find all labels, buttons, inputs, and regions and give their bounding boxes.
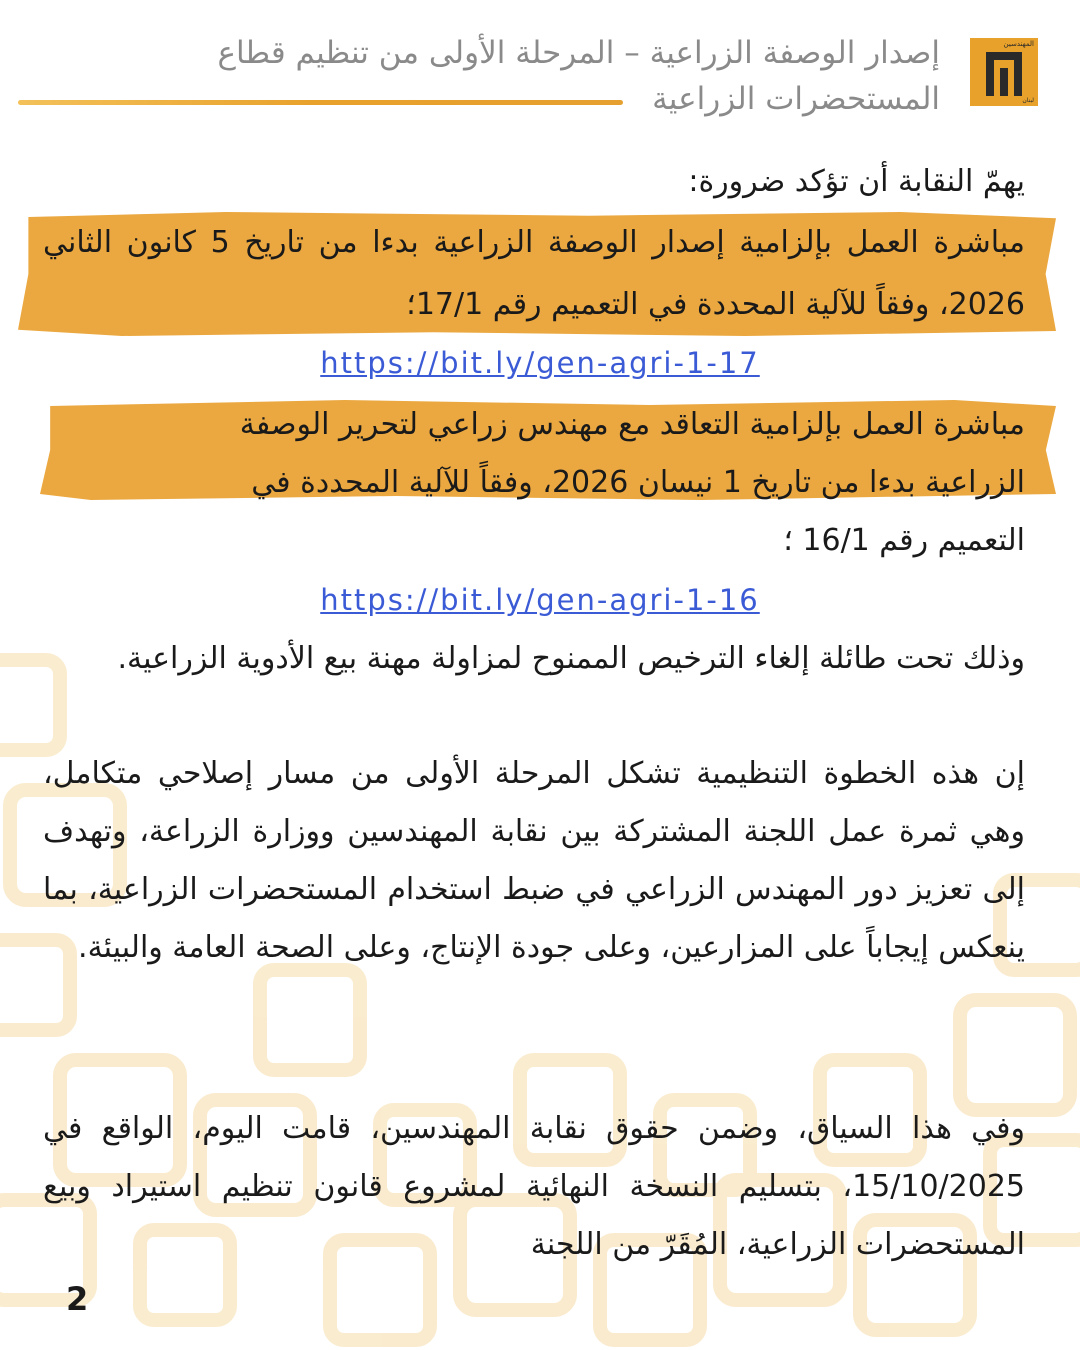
item2-line3: التعميم رقم 16/1 ؛ bbox=[783, 523, 1025, 558]
item2-line2: الزراعية بدءا من تاريخ 1 نيسان 2026، وفقاً للآلية المحددة في bbox=[251, 465, 1025, 500]
page-title: إصدار الوصفة الزراعية – المرحلة الأولى من تنظيم قطاع المستحضرات الزراعية bbox=[217, 35, 940, 117]
logo-text-top: المهندسين bbox=[1003, 40, 1034, 48]
link-gen-agri-1-16[interactable]: https://bit.ly/gen-agri-1-16 bbox=[320, 583, 760, 617]
header-divider bbox=[18, 100, 623, 105]
logo-text-bottom: لبنان bbox=[1022, 97, 1034, 104]
item2-line1: مباشرة العمل بإلزامية التعاقد مع مهندس زراعي لتحرير الوصفة bbox=[239, 407, 1025, 442]
warning-paragraph: وذلك تحت طائلة إلغاء الترخيص الممنوح لمزاولة مهنة بيع الأدوية الزراعية. bbox=[117, 641, 1025, 676]
logo bbox=[970, 38, 1038, 106]
page-number: 2 bbox=[66, 1280, 89, 1318]
intro-text: يهمّ النقابة أن تؤكد ضرورة: bbox=[688, 164, 1025, 199]
item1-text: مباشرة العمل بإلزامية إصدار الوصفة الزراعية بدءا من تاريخ 5 كانون الثاني 2026، وفقاً للآلية المحددة في التعميم رقم 17/1؛ bbox=[43, 225, 1025, 322]
context-paragraph: وفي هذا السياق، وضمن حقوق نقابة المهندسين، قامت اليوم، الواقع في 15/10/2025، بتسليم النسخة النهائية لمشروع قانون تنظيم استيراد وبيع المستحضرات الزراعية، المُقَرّ من اللجنة bbox=[43, 1111, 1025, 1262]
reform-paragraph: إن هذه الخطوة التنظيمية تشكل المرحلة الأولى من مسار إصلاحي متكامل، وهي ثمرة عمل اللجنة المشتركة بين نقابة المهندسين ووزارة الزراعة، وتهدف إلى تعزيز دور المهندس الزراعي في ضبط استخدام المستحضرات الزراعية، بما ينعكس إيجاباً على المزارعين، وعلى جودة الإنتاج، وعلى الصحة العامة والبيئة. bbox=[43, 756, 1025, 965]
link-gen-agri-1-17[interactable]: https://bit.ly/gen-agri-1-17 bbox=[320, 346, 760, 380]
